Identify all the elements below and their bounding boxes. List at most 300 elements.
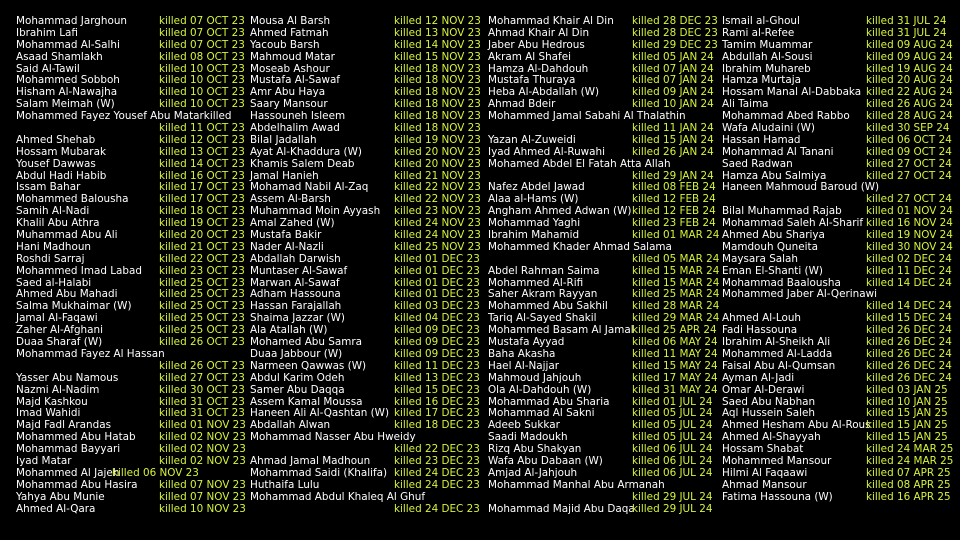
journalist-name: Mousa Al Barsh <box>250 15 331 27</box>
journalist-name: Hassan Farajallah <box>250 300 342 313</box>
date-killed: killed 19 NOV 24 <box>866 229 953 242</box>
journalist-name: Nader Al-Nazli <box>250 240 324 253</box>
journalist-name: Mahmoud Jahjouh <box>488 371 582 384</box>
journalist-name: Saed Abu Nabhan <box>722 395 816 408</box>
list-item <box>488 52 724 64</box>
journalist-name: Yazan Al-Zuweidi <box>488 133 576 146</box>
journalist-name: Majd Fadl Arandas <box>16 419 112 432</box>
journalist-name: Hossam Mubarak <box>16 145 106 158</box>
date-killed: killed 24 DEC 23 <box>394 466 480 479</box>
journalist-name: Baha Akasha <box>488 347 556 360</box>
journalist-name: Wafa Aludaini (W) <box>722 122 815 135</box>
journalist-name: Huthaifa Lulu <box>250 478 320 491</box>
date-killed: killed 15 MAR 24 <box>632 264 720 277</box>
journalist-name: Mohammed Al Jajeh <box>16 466 120 479</box>
date-killed: killed 06 MAY 24 <box>632 336 718 349</box>
date-killed: killed 09 DEC 23 <box>394 347 480 360</box>
date-killed: killed 24 DEC 23 <box>394 502 480 515</box>
journalist-name: Assem Kamal Moussa <box>250 395 363 408</box>
journalist-name: Issam Bahar <box>16 181 81 194</box>
date-killed: killed 15 DEC 24 <box>866 312 952 325</box>
journalist-name: Mohammad Al-Salhi <box>16 38 120 51</box>
date-killed: killed 07 OCT 23 <box>159 26 245 39</box>
list-item <box>722 135 958 147</box>
journalist-name: Amal Zahed (W) <box>250 217 335 230</box>
date-killed: killed 23 NOV 23 <box>394 205 481 218</box>
date-killed: killed 09 JAN 24 <box>632 86 714 99</box>
list-item <box>250 52 486 64</box>
date-killed: killed 01 NOV 24 <box>866 205 953 218</box>
journalist-name: Mohammed Balousha <box>16 193 129 206</box>
date-killed: killed 11 DEC 23 <box>394 359 480 372</box>
date-killed: killed 21 OCT 23 <box>159 240 245 253</box>
journalist-name: Hisham Al-Nawajha <box>16 86 118 99</box>
date-killed: killed 09 OCT 24 <box>866 145 952 158</box>
journalist-name: Tariq Al-Sayed Shakil <box>488 312 597 325</box>
date-killed: killed 29 JUL 24 <box>632 502 713 515</box>
journalist-name: Duaa Jabbour (W) <box>250 347 343 360</box>
date-killed: killed 04 DEC 23 <box>394 312 480 325</box>
journalist-name: Mohammed Khader Ahmad Salama <box>488 240 672 253</box>
journalist-name: Mohammed Jamal Sabahi Al Thalathin <box>488 110 686 123</box>
journalist-name: Said Al-Tawil <box>16 62 80 75</box>
journalist-name: Nafez Abdel Jawad <box>488 181 585 194</box>
date-killed: killed 07 OCT 23 <box>159 15 245 27</box>
journalist-name: Muntaser Al-Sawaf <box>250 264 348 277</box>
list-item <box>250 361 486 373</box>
date-killed: killed 26 DEC 24 <box>866 324 952 337</box>
date-killed: killed 10 OCT 23 <box>159 98 245 111</box>
list-item <box>488 266 724 278</box>
date-killed: killed 25 MAR 24 <box>632 288 720 301</box>
list-item <box>722 159 958 171</box>
date-killed: killed 26 DEC 24 <box>866 371 952 384</box>
date-killed: killed 23 OCT 23 <box>159 264 245 277</box>
date-killed: killed 15 JAN 25 <box>866 431 948 444</box>
list-item <box>16 492 252 504</box>
date-killed: killed 18 NOV 23 <box>394 86 481 99</box>
journalist-name: Mohammad Nasser Abu Hweidy <box>250 431 416 444</box>
list-item <box>16 147 252 159</box>
date-killed: killed 22 NOV 23 <box>394 181 481 194</box>
journalist-name: Eman El-Shanti (W) <box>722 264 823 277</box>
column-4 <box>722 16 958 504</box>
list-item <box>488 40 724 52</box>
journalist-name: Mohammed Mansour <box>722 454 832 467</box>
journalist-name: Jamal Al-Faqawi <box>16 312 98 325</box>
date-killed: killed 01 DEC 23 <box>394 276 480 289</box>
date-killed: killed 05 MAR 24 <box>632 252 720 265</box>
list-item <box>488 373 724 385</box>
list-item <box>250 468 486 480</box>
date-killed: killed 05 JAN 24 <box>632 50 714 63</box>
date-killed: killed 26 DEC 24 <box>866 359 952 372</box>
journalist-name: Mohammed Fayez Yousef Abu Matarkilled <box>16 110 232 123</box>
journalist-name: Faisal Abu Al-Qumsan <box>722 359 836 372</box>
journalist-name: Adham Hassouna <box>250 288 341 301</box>
journalist-name: Khamis Salem Deab <box>250 157 355 170</box>
journalist-name: Abdul Karim Odeh <box>250 371 345 384</box>
journalist-name: Mohammed Jaber Al-Qerinawi <box>722 288 877 301</box>
journalist-name: Jamal Hanieh <box>250 169 319 182</box>
date-killed: killed 23 DEC 23 <box>394 454 480 467</box>
journalist-name: Mohammad Yaghi <box>488 217 581 230</box>
date-killed: killed 25 OCT 23 <box>159 288 245 301</box>
date-killed: killed 10 OCT 23 <box>159 74 245 87</box>
date-killed: killed 26 DEC 24 <box>866 336 952 349</box>
date-killed: killed 14 NOV 23 <box>394 38 481 51</box>
list-item <box>722 373 958 385</box>
date-killed: killed 16 APR 25 <box>866 490 951 503</box>
list-item <box>16 266 252 278</box>
journalist-name: Hamza Abu Salmiya <box>722 169 827 182</box>
journalist-name: Samer Abu Daqqa <box>250 383 345 396</box>
journalist-name: Abdallah Darwish <box>250 252 341 265</box>
date-killed: killed 08 APR 25 <box>866 478 951 491</box>
date-killed: killed 10 NOV 23 <box>159 502 246 515</box>
journalist-name: Mohammed Abu Sakhil <box>488 300 608 313</box>
date-killed: killed 23 FEB 24 <box>632 217 716 230</box>
journalist-name: Amjad Al-Jahjouh <box>488 466 578 479</box>
date-killed: killed 25 OCT 23 <box>159 312 245 325</box>
date-killed: killed 05 JUL 24 <box>632 407 713 420</box>
journalist-name: Heba Al-Abdallah (W) <box>488 86 600 99</box>
journalist-name: Mohammed Al-Ladda <box>722 347 833 360</box>
journalist-name: Duaa Sharaf (W) <box>16 336 103 349</box>
date-killed: killed 24 MAR 25 <box>866 454 954 467</box>
journalist-name: Saary Mansour <box>250 98 328 111</box>
date-killed: killed 10 JAN 25 <box>866 395 948 408</box>
journalist-name: Marwan Al-Sawaf <box>250 276 340 289</box>
journalist-name: Muhammad Abu Ali <box>16 229 118 242</box>
date-killed: killed 02 NOV 23 <box>159 431 246 444</box>
date-killed: killed 25 OCT 23 <box>159 324 245 337</box>
date-killed: killed 09 AUG 24 <box>866 50 953 63</box>
journalist-name: Adeeb Sukkar <box>488 419 560 432</box>
list-item <box>488 361 724 373</box>
journalist-name: Hilmi Al Faqaawi <box>722 466 808 479</box>
date-killed: killed 18 NOV 23 <box>394 98 481 111</box>
date-killed: killed 17 DEC 23 <box>394 407 480 420</box>
date-killed: killed 15 MAR 24 <box>632 276 720 289</box>
journalist-name: Mohammad Abdul Khaleq Al Ghuf <box>250 490 425 503</box>
journalist-name: Shaima Jazzar (W) <box>250 312 345 325</box>
list-item <box>250 492 486 504</box>
date-killed: killed 27 OCT 24 <box>866 193 952 206</box>
journalist-name: Ala Atallah (W) <box>250 324 328 337</box>
list-item <box>722 28 958 40</box>
journalist-name: Angham Ahmed Adwan (W) <box>488 205 632 218</box>
date-killed: killed 22 NOV 23 <box>394 193 481 206</box>
journalist-name: Majd Kashkou <box>16 395 88 408</box>
journalist-name: Abdul Hadi Habib <box>16 169 107 182</box>
journalist-name: Mohammed Al-Rifi <box>488 276 584 289</box>
list-item <box>250 373 486 385</box>
journalist-name: Mohammad Al Sakni <box>488 407 595 420</box>
date-killed: killed 03 DEC 23 <box>394 300 480 313</box>
date-killed: killed 01 DEC 23 <box>394 252 480 265</box>
list-item <box>250 135 486 147</box>
journalist-name: Ahmed Shehab <box>16 133 96 146</box>
journalist-name: Hossam Manal Al-Dabbaka <box>722 86 862 99</box>
journalist-name: Saher Akram Rayyan <box>488 288 598 301</box>
date-killed: killed 10 JAN 24 <box>632 98 714 111</box>
date-killed: killed 07 NOV 23 <box>159 490 246 503</box>
date-killed: killed 25 APR 24 <box>632 324 717 337</box>
journalist-name: Hani Madhoun <box>16 240 91 253</box>
journalist-name: Yasser Abu Namous <box>16 371 119 384</box>
date-killed: killed 17 MAY 24 <box>632 371 718 384</box>
journalist-name: Haneen Mahmoud Baroud (W) <box>722 181 880 194</box>
date-killed: killed 16 NOV 24 <box>866 217 953 230</box>
column-3 <box>488 16 724 515</box>
date-killed: killed 10 OCT 23 <box>159 86 245 99</box>
list-item <box>722 385 958 397</box>
journalist-name: Samih Al-Nadi <box>16 205 90 218</box>
journalist-name: Bilal Muhammad Rajab <box>722 205 842 218</box>
date-killed: killed 25 OCT 23 <box>159 300 245 313</box>
journalist-name: Fadi Hassouna <box>722 324 798 337</box>
journalist-name: Mohammed Sobboh <box>16 74 120 87</box>
journalist-name: Rizq Abu Shakyan <box>488 443 582 456</box>
journalist-name: Alaa al-Hams (W) <box>488 193 579 206</box>
journalist-name: Iyad Ahmed Al-Ruwahi <box>488 145 606 158</box>
list-item <box>16 52 252 64</box>
date-killed: killed 12 FEB 24 <box>632 205 716 218</box>
list-item <box>16 504 252 516</box>
journalist-name: Ayman Al-Jadi <box>722 371 795 384</box>
date-killed: killed 09 DEC 23 <box>394 336 480 349</box>
journalist-name: Ahmed Abu Shariya <box>722 229 825 242</box>
list-item <box>250 480 486 492</box>
date-killed: killed 20 OCT 23 <box>159 229 245 242</box>
list-item <box>250 504 486 516</box>
date-killed: killed 15 JAN 25 <box>866 407 948 420</box>
date-killed: killed 26 AUG 24 <box>866 98 953 111</box>
date-killed: killed 20 AUG 24 <box>866 74 953 87</box>
date-killed: killed 07 NOV 23 <box>159 478 246 491</box>
journalist-name: Ali Taima <box>722 98 769 111</box>
list-item <box>250 385 486 397</box>
date-killed: killed 08 FEB 24 <box>632 181 716 194</box>
list-item <box>722 361 958 373</box>
list-item <box>488 147 724 159</box>
list-item <box>250 147 486 159</box>
list-item <box>488 492 724 504</box>
list-item <box>16 254 252 266</box>
list-item <box>722 40 958 52</box>
date-killed: killed 16 DEC 23 <box>394 395 480 408</box>
journalist-name: Ibrahim Lafi <box>16 26 78 39</box>
journalist-name: Ahmad Bdeir <box>488 98 556 111</box>
date-killed: killed 19 NOV 23 <box>394 133 481 146</box>
date-killed: killed 31 OCT 23 <box>159 407 245 420</box>
list-item <box>16 361 252 373</box>
journalist-name: Moseab Ashour <box>250 62 330 75</box>
date-killed: killed 24 NOV 23 <box>394 217 481 230</box>
date-killed: killed 26 JAN 24 <box>632 145 714 158</box>
date-killed: killed 13 OCT 23 <box>159 145 245 158</box>
list-item <box>722 468 958 480</box>
journalist-name: Ismail al-Ghoul <box>722 15 800 27</box>
journalist-name: Saed al-Halabi <box>16 276 92 289</box>
list-item <box>488 159 724 171</box>
list-item <box>722 480 958 492</box>
journalist-name: Haneen Ali Al-Qashtan (W) <box>250 407 390 420</box>
date-killed: killed 07 APR 25 <box>866 466 951 479</box>
journalist-name: Mohammed Basam Al Jamal <box>488 324 634 337</box>
date-killed: killed 31 JUL 24 <box>866 15 947 27</box>
journalist-name: Abdelhalim Awad <box>250 122 340 135</box>
date-killed: killed 30 NOV 24 <box>866 240 953 253</box>
date-killed: killed 14 OCT 23 <box>159 157 245 170</box>
list-item <box>16 28 252 40</box>
journalist-name: Mohammad Abu Sharia <box>488 395 610 408</box>
journalist-name: Mustafa Bakir <box>250 229 322 242</box>
date-killed: killed 06 JUL 24 <box>632 443 713 456</box>
date-killed: killed 19 OCT 23 <box>159 217 245 230</box>
date-killed: killed 10 OCT 23 <box>159 62 245 75</box>
date-killed: killed 20 NOV 23 <box>394 145 481 158</box>
date-killed: killed 18 NOV 23 <box>394 110 481 123</box>
date-killed: killed 02 DEC 24 <box>866 252 952 265</box>
journalist-name: Yahya Abu Munie <box>16 490 105 503</box>
journalist-name: Mamdouh Quneita <box>722 240 818 253</box>
date-killed: killed 13 DEC 23 <box>394 371 480 384</box>
journalist-name: Mohammad Jarghoun <box>16 15 128 27</box>
journalist-name: Ibrahim Mahamid <box>488 229 580 242</box>
date-killed: killed 26 DEC 24 <box>866 347 952 360</box>
journalist-name: Zaher Al-Afghani <box>16 324 103 337</box>
journalist-name: Iyad Matar <box>16 454 72 467</box>
journalist-name: Mahmoud Matar <box>250 50 335 63</box>
date-killed: killed 11 MAY 24 <box>632 347 718 360</box>
date-killed: killed 18 NOV 23 <box>394 122 481 135</box>
journalist-name: Abdullah Al-Sousi <box>722 50 813 63</box>
journalist-name: Yousef Dawwas <box>16 157 96 170</box>
date-killed: killed 09 AUG 24 <box>866 38 953 51</box>
list-item <box>16 385 252 397</box>
journalist-name: Ibrahim Al-Sheikh Ali <box>722 336 831 349</box>
journalist-name: Hamza Murtaja <box>722 74 801 87</box>
list-item <box>16 40 252 52</box>
date-killed: killed 16 OCT 23 <box>159 169 245 182</box>
list-item <box>250 159 486 171</box>
journalist-name: Narmeen Qawwas (W) <box>250 359 367 372</box>
journalist-name: Mohammad Fayez Al Hassan <box>16 347 165 360</box>
date-killed: killed 26 OCT 23 <box>159 336 245 349</box>
journalist-name: Roshdi Sarraj <box>16 252 85 265</box>
date-killed: killed 02 NOV 23 <box>159 443 246 456</box>
journalist-name: Fatima Hassouna (W) <box>722 490 833 503</box>
journalist-name: Mohammad Baalousha <box>722 276 841 289</box>
list-item <box>722 147 958 159</box>
list-item <box>16 159 252 171</box>
journalist-name: Mohammad Abed Rabbo <box>722 110 850 123</box>
journalist-name: Abdallah Alwan <box>250 419 331 432</box>
journalist-name: Mustafa Al-Sawaf <box>250 74 340 87</box>
date-killed: killed 07 JAN 24 <box>632 62 714 75</box>
list-item <box>488 254 724 266</box>
journalist-name: Ola Al-Dahdouh (W) <box>488 383 592 396</box>
journalist-name: Mohamed Abu Samra <box>250 336 363 349</box>
date-killed: killed 15 MAY 24 <box>632 359 718 372</box>
date-killed: killed 18 NOV 23 <box>394 74 481 87</box>
journalist-name: Mohammed Abu Hatab <box>16 431 136 444</box>
journalist-name: Mohammad Majid Abu Daqa <box>488 502 635 515</box>
date-killed: killed 03 JAN 25 <box>866 383 948 396</box>
date-killed: killed 31 OCT 23 <box>159 395 245 408</box>
date-killed: killed 30 OCT 23 <box>159 383 245 396</box>
journalist-name: Aql Hussein Saleh <box>722 407 815 420</box>
date-killed: killed 17 OCT 23 <box>159 181 245 194</box>
date-killed: killed 24 NOV 23 <box>394 229 481 242</box>
journalist-name: Mohammad Saidi (Khalifa) <box>250 466 388 479</box>
date-killed: killed 14 DEC 24 <box>866 300 952 313</box>
journalist-name: Ibrahim Muhareb <box>722 62 811 75</box>
journalist-name: Maysara Salah <box>722 252 799 265</box>
date-killed: killed 26 OCT 23 <box>159 359 245 372</box>
journalist-name: Amr Abu Haya <box>250 86 326 99</box>
journalist-name: Mustafa Thuraya <box>488 74 576 87</box>
journalist-name: Assem Al-Barsh <box>250 193 331 206</box>
journalist-name: Mohammad Khair Al Din <box>488 15 614 27</box>
date-killed: killed 19 AUG 24 <box>866 62 953 75</box>
date-killed: killed 29 JAN 24 <box>632 169 714 182</box>
date-killed: killed 08 OCT 23 <box>159 50 245 63</box>
list-item <box>488 28 724 40</box>
date-killed: killed 12 NOV 23 <box>394 15 481 27</box>
journalist-name: Mohammed Imad Labad <box>16 264 142 277</box>
journalist-name: Ahmed Hesham Abu Al-Rous <box>722 419 871 432</box>
list-item <box>488 504 724 516</box>
journalist-name: Saed Radwan <box>722 157 793 170</box>
date-killed: killed 18 NOV 23 <box>394 62 481 75</box>
list-item <box>488 135 724 147</box>
date-killed: killed 15 JAN 25 <box>866 419 948 432</box>
journalist-name: Hael Al-Najjar <box>488 359 560 372</box>
list-item <box>250 28 486 40</box>
date-killed: killed 01 JUL 24 <box>632 395 713 408</box>
date-killed: killed 14 DEC 24 <box>866 276 952 289</box>
journalist-name: Imad Wahidi <box>16 407 81 420</box>
journalist-name: Abdel Rahman Saima <box>488 264 600 277</box>
date-killed: killed 22 AUG 24 <box>866 86 953 99</box>
journalist-name: Mohammad Abu Hasira <box>16 478 138 491</box>
date-killed: killed 20 NOV 23 <box>394 157 481 170</box>
journalist-name: Jaber Abu Hedrous <box>488 38 585 51</box>
journalist-name: Rami al-Refee <box>722 26 795 39</box>
date-killed: killed 28 DEC 23 <box>632 15 718 27</box>
list-item <box>16 480 252 492</box>
date-killed: killed 07 OCT 23 <box>159 38 245 51</box>
list-item <box>488 468 724 480</box>
date-killed: killed 25 OCT 23 <box>159 276 245 289</box>
date-killed: killed 28 MAR 24 <box>632 300 720 313</box>
date-killed: killed 06 JUL 24 <box>632 466 713 479</box>
list-item <box>722 492 958 504</box>
column-2 <box>250 16 486 515</box>
date-killed: killed 22 OCT 23 <box>159 252 245 265</box>
date-killed: killed 05 JUL 24 <box>632 419 713 432</box>
date-killed: killed 01 DEC 23 <box>394 264 480 277</box>
list-item <box>250 254 486 266</box>
date-killed: killed 28 DEC 23 <box>632 26 718 39</box>
date-killed: killed 09 DEC 23 <box>394 324 480 337</box>
list-item <box>722 52 958 64</box>
date-killed: killed 06 JUL 24 <box>632 454 713 467</box>
date-killed: killed 01 MAR 24 <box>632 229 720 242</box>
